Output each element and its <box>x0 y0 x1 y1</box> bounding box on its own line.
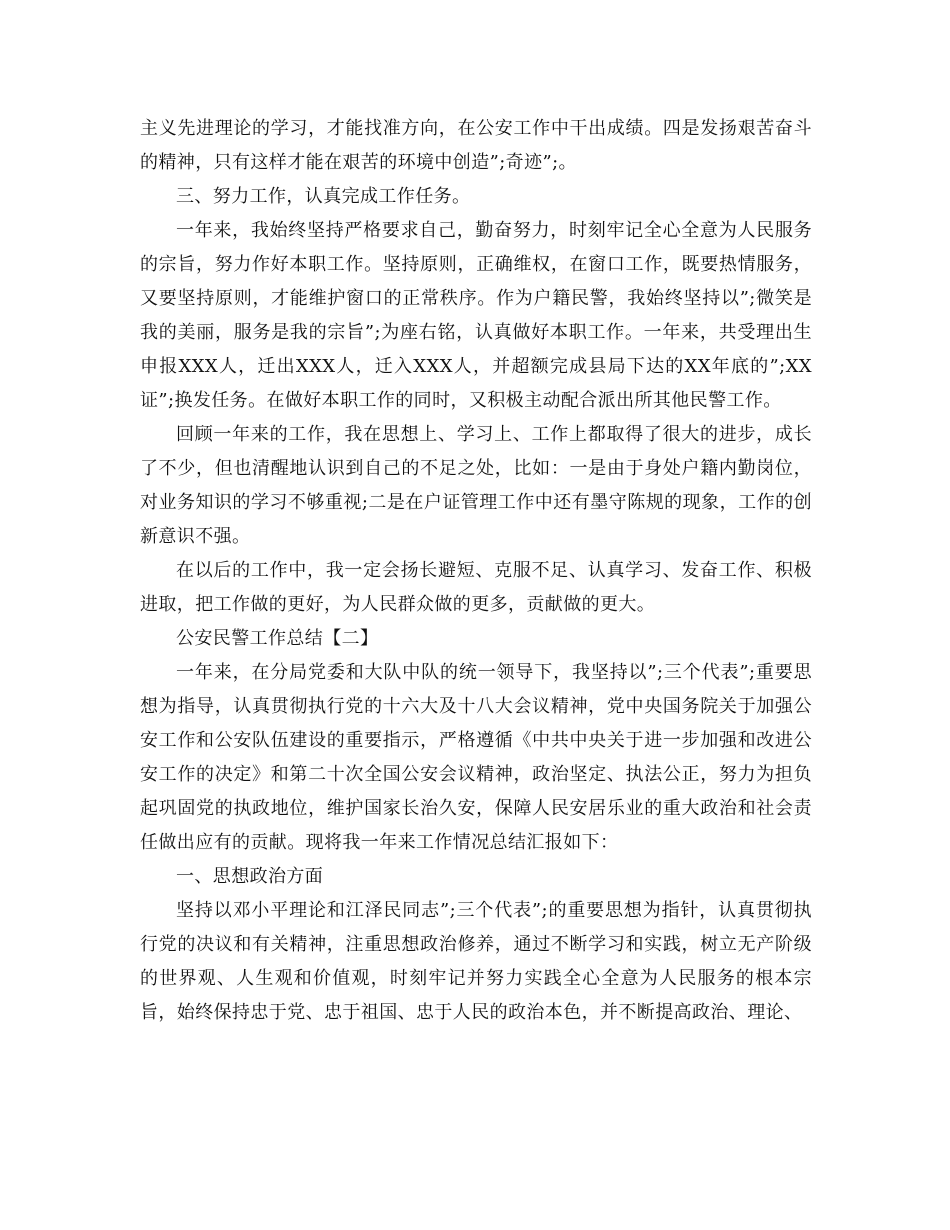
paragraph-political-thought: 坚持以邓小平理论和江泽民同志”;三个代表”;的重要思想为指针，认真贯彻执行党的决议和有关精神，注重思想政治修养，通过不断学习和实践，树立无产阶级的世界观、人生观和价值观，时刻牢记并努力实践全心全意为人民服务的根本宗旨，始终保持忠于党、忠于祖国、忠于人民的政治本色，并不断提高政治、理论、 <box>140 900 812 1023</box>
document-subtitle-part-two: 公安民警工作总结【二】 <box>176 628 379 649</box>
section-heading-work-tasks: 三、努力工作，认真完成工作任务。 <box>176 186 471 207</box>
section-heading-political-thought: 一、思想政治方面 <box>176 866 324 887</box>
paragraph-introduction: 一年来，在分局党委和大队中队的统一领导下，我坚持以”;三个代表”;重要思想为指导，认真贯彻执行党的十六大及十八大会议精神，党中央国务院关于加强公安工作和公安队伍建设的重要指示，严格遵循《中共中央关于进一步加强和改进公安工作的决定》和第二十次全国公安会议精神，政治坚定、执法公正，努力为担负起巩固党的执政地位，维护国家长治久安，保障人民安居乐业的重大政治和社会责任做出应有的贡献。现将我一年来工作情况总结汇报如下： <box>140 662 812 853</box>
paragraph-continued-study: 主义先进理论的学习，才能找准方向，在公安工作中干出成绩。四是发扬艰苦奋斗的精神，只有这样才能在艰苦的环境中创造”;奇迹”;。 <box>140 118 812 173</box>
document-body <box>140 112 812 1030</box>
paragraph-work-summary: 一年来，我始终坚持严格要求自己，勤奋努力，时刻牢记全心全意为人民服务的宗旨，努力作好本职工作。坚持原则，正确维权，在窗口工作，既要热情服务，又要坚持原则，才能维护窗口的正常秩序。作为户籍民警，我始终坚持以”;微笑是我的美丽，服务是我的宗旨”;为座右铭，认真做好本职工作。一年来，共受理出生申报XXX人，迁出XXX人，迁入XXX人，并超额完成县局下达的XX年底的”;XX证”;换发任务。在做好本职工作的同时，又积极主动配合派出所其他民警工作。 <box>140 220 812 411</box>
paragraph-future-work: 在以后的工作中，我一定会扬长避短、克服不足、认真学习、发奋工作、积极进取，把工作做的更好，为人民群众做的更多，贡献做的更大。 <box>140 560 812 615</box>
paragraph-review: 回顾一年来的工作，我在思想上、学习上、工作上都取得了很大的进步，成长了不少，但也清醒地认识到自己的不足之处，比如：一是由于身处户籍内勤岗位，对业务知识的学习不够重视;二是在户证管理工作中还有墨守陈规的现象，工作的创新意识不强。 <box>140 424 812 547</box>
